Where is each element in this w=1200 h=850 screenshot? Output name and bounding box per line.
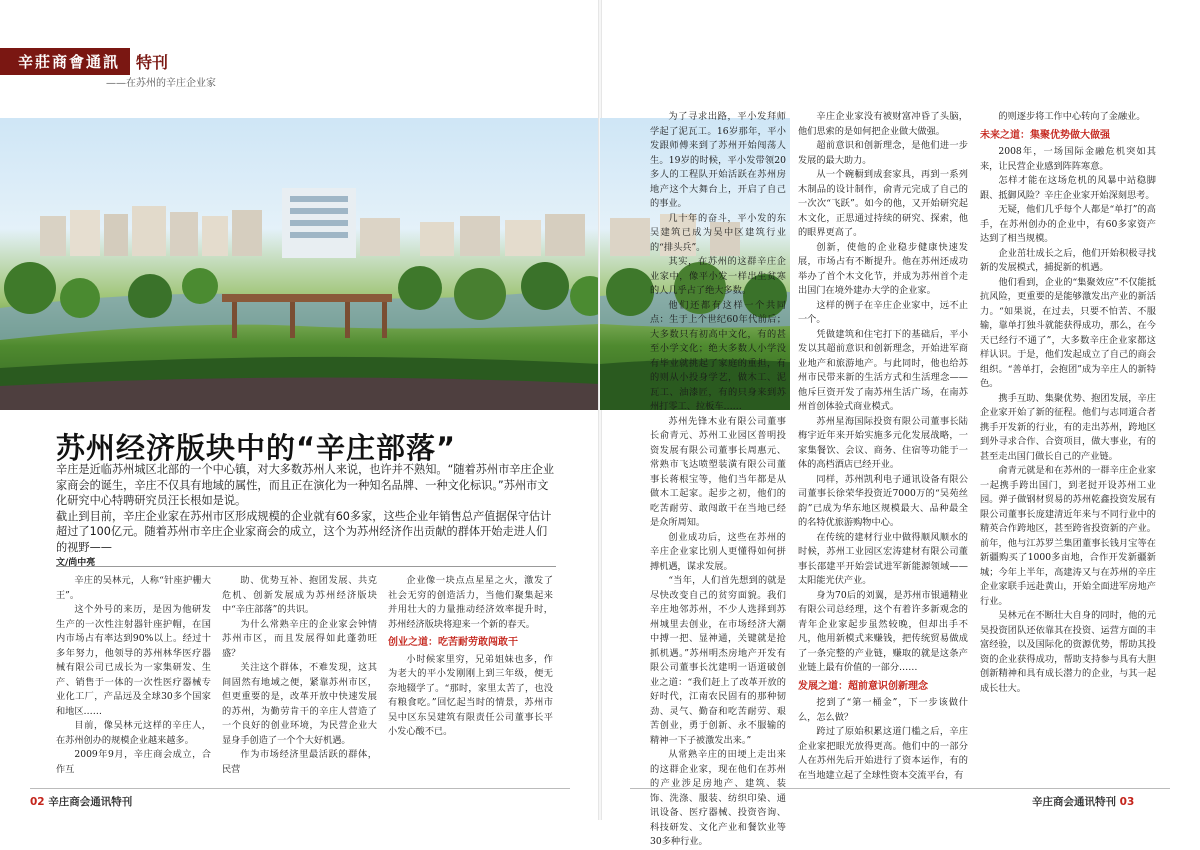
body-paragraph: 辛庄企业家没有被财富冲昏了头脑，他们思索的是如何把企业做大做强。 (798, 111, 968, 137)
lede-divider (56, 566, 556, 567)
article-lede (56, 462, 556, 572)
body-paragraph: 他们看到，企业的“集聚效应”不仅能抵抗风险，更重要的是能够激发出产业的新活力。“如果说，在过去，只要不怕苦、不服输，靠单打独斗就能获得成功，那么，在今天已经行不通了”，大多数辛庄企业家都这样认识。于是，他们发起成立了自己的商会组织。“善单打，会抱团”成为辛庄人的新特色。 (980, 276, 1156, 389)
body-paragraph: 企业茁壮成长之后，他们开始积极寻找新的发展模式，捕捉新的机遇。 (980, 247, 1156, 273)
page-number-right: 03 (1119, 796, 1135, 808)
right-footer (1032, 794, 1134, 809)
body-paragraph: 为了寻求出路，平小发拜师学起了泥瓦工。16岁那年，平小发跟师傅来到了苏州开始闯荡人生。19岁的时候，平小发带领20多人的工程队开始活跃在苏州房地产这个大舞台上，开启了自己的事业。 (650, 111, 786, 209)
body-paragraph: 创新，使他的企业稳步健康快速发展，市场占有不断提升。他在苏州还成功举办了首个木文化节，并成为苏州首个走出国门在境外建办大学的企业家。 (798, 241, 968, 296)
left-page (0, 0, 600, 820)
body-paragraph: 凭做建筑和住宅打下的基础后，平小发以其超前意识和创新理念，开始进军商业地产和旅游地产。与此同时，他也给苏州市民带来新的生活方式和生活理念——他斥巨资开发了南苏州生活广场，在南苏州首创体验式商业模式。 (798, 328, 968, 412)
body-paragraph: “当年，人们首先想到的就是尽快改变自己的贫穷面貌。我们辛庄地邻苏州，不少人选择到苏州城里去创业，在市场经济大潮中搏一把、显神通，关键就是抢抓机遇。”苏州明杰房地产开发有限公司董事长沈建明一语道破创业之道：“我们赶上了改革开放的好时代，江南农民固有的那种韧劲、灵气、勤奋和吃苦耐劳、艰苦创业，勇于创新、永不服输的精神一下子被激发出来。” (650, 575, 786, 746)
right-column-3 (980, 110, 1156, 780)
left-column-1 (56, 574, 211, 784)
body-paragraph: 吴林元在不断壮大自身的同时，他的元昊投资团队还依靠其在投资、运营方面的丰富经验，以及国际化的资源优势，帮助其投资的企业获得成功，帮助支持参与具有大胆创新精神和具有成长潜力的企业，与其一起成长壮大。 (980, 610, 1156, 694)
body-paragraph: 2008年，一场国际金融危机突如其来，让民营企业感到阵阵寒意。 (980, 146, 1156, 172)
body-paragraph: 从常熟辛庄的田埂上走出来的这群企业家，现在他们在苏州的产业涉足房地产、建筑、装饰、洗涤、服装、纺织印染、通讯设备、医疗器械、投资咨询、科技研发、文化产业和餐饮业等30多种行业。 (650, 749, 786, 847)
body-paragraph: 这样的例子在辛庄企业家中，远不止一个。 (798, 299, 968, 325)
park-photo (0, 118, 600, 410)
body-paragraph: 从一个碗橱到成套家具，再到一系列木制品的设计制作，俞青元完成了自己的一次次“飞跃”。如今的他，又开始研究起木文化，正思通过持续的研究、探索，他的眼界更高了。 (798, 169, 968, 238)
body-paragraph: 几十年的奋斗，平小发的东吴建筑已成为吴中区建筑行业的“排头兵”。 (650, 212, 786, 253)
body-paragraph: 目前，像吴林元这样的辛庄人，在苏州创办的规模企业越来越多。 (56, 720, 211, 746)
right-column-2 (798, 110, 968, 780)
body-paragraph: 关注这个群体，不难发现，这其间固然有地域之便，紧靠苏州市区，但更重要的是，改革开放中快速发展的苏州，为勤劳肯干的辛庄人营造了一个良好的创业环境，为民营企业大显身手创造了一个个大好机遇。 (222, 662, 377, 746)
byline: 文/尚中亮 (56, 558, 96, 568)
body-paragraph: 苏州先锋木业有限公司董事长俞青元、苏州工业园区普明投资发展有限公司董事长周惠元、常熟市飞达喷塑装潢有限公司董事长蒋根宝等，他们当年都是从做木工起家。起步之初，他们的吃苦耐劳、敢闯敢干在当地已经是众所周知。 (650, 415, 786, 528)
body-paragraph: 在传统的建材行业中做得顺风顺水的时候，苏州工业园区宏涛建材有限公司董事长邵建平开始尝试进军新能源领域——太阳能光伏产业。 (798, 531, 968, 586)
right-footer-rule (630, 788, 1170, 789)
masthead-special: 特刊 (136, 53, 169, 72)
section-heading-development: 发展之道：超前意识创新理念 (798, 680, 928, 692)
body-paragraph: 为什么常熟辛庄的企业家会钟情苏州市区，而且发展得如此蓬勃旺盛？ (222, 618, 377, 659)
lede-paragraph-2: 截止到目前，辛庄企业家在苏州市区形成规模的企业就有60多家，这些企业年销售总产值据保守估计超过了100亿元。随着苏州市辛庄企业家商会的成立，这个为苏州经济作出贡献的群体开始走进人们的视野—— (56, 509, 552, 554)
body-paragraph: 的则逐步将工作中心转向了金融业。 (998, 111, 1146, 122)
masthead-title: 辛莊商會通訊 (0, 48, 130, 75)
left-column-2 (222, 574, 377, 784)
lede-paragraph-1: 辛庄是近临苏州城区北部的一个中心镇，对大多数苏州人来说，也许并不熟知。“随着苏州市辛庄企业家商会的诞生，辛庄不仅具有地域的属性，而且正在演化为一种知名品牌、一种文化标识。”苏州市文化研究中心特聘研究员汪长根如是说。 (56, 463, 555, 507)
body-paragraph: 俞青元就是和在苏州的一群辛庄企业家一起携手跨出国门，到老挝开设苏州工业园。弹子做钢材贸易的苏州乾鑫投资发展有限公司董事长庞建清近年来与不同行业中的精英合作跨地区，甚至跨省投资新的产业。前年，他与江苏罗兰集团董事长钱月宝等在新疆购买了1000多亩地，合作开发新疆新城；今年上半年，高建涛又与在苏州的辛庄企业家联手远赴黄山，开始全面进军房地产行业。 (980, 465, 1156, 607)
body-paragraph: 其实，在苏州的这群辛庄企业家中，像平小发一样出生贫寒的人几乎占了绝大多数。 (650, 256, 786, 296)
masthead (0, 48, 168, 75)
park-photo-illustration (0, 118, 600, 410)
body-paragraph: 同样，苏州凯利电子通讯设备有限公司董事长徐荣华投资近7000万的“吴苑丝韵”已成为华东地区规模最大、品种最全的名特优旅游购物中心。 (798, 473, 968, 528)
body-paragraph: 无疑，他们几乎每个人都是“单打”的高手，在苏州创办的企业中，有60多家资产达到了相当规模。 (980, 204, 1156, 244)
body-paragraph: 2009年9月，辛庄商会成立，合作互 (56, 749, 211, 775)
body-paragraph: 怎样才能在这场危机的风暴中站稳脚跟、抵御风险？辛庄企业家开始深刻思考。 (980, 175, 1156, 201)
page-number-left: 02 (30, 796, 45, 808)
footer-title-left: 辛庄商会通讯特刊 (48, 796, 133, 808)
section-heading-startup: 创业之道：吃苦耐劳敢闯敢干 (388, 637, 518, 648)
footer-title-right: 辛庄商会通讯特刊 (1032, 796, 1116, 808)
body-paragraph: 这个外号的来历，是因为他研发生产的一次性注射器针座护帽，在国内市场占有率达到90%以上。经过十多年努力，他领导的苏州林华医疗器械有限公司已成长为一家集研发、生产、销售于一体的一次性医疗器械专业化工厂，产品远及全球30多个国家和地区…… (56, 604, 211, 717)
left-footer-rule (30, 788, 570, 789)
body-paragraph: 挖到了“第一桶金”，下一步该做什么，怎么做？ (798, 697, 968, 723)
body-paragraph: 企业像一块点点星星之火，激发了社会无穷的创造活力，当他们聚集起来并用壮大的力量推动经济效率提升时，苏州经济版块将迎来一个新的春天。 (388, 575, 553, 630)
masthead-subtitle: ——在苏州的辛庄企业家 (106, 78, 216, 89)
body-paragraph: 小时候家里穷，兄弟姐妹也多，作为老大的平小发刚刚上到三年级，便无奈地辍学了。“那时，家里太苦了，也没有粮食吃。”回忆起当时的情景，苏州市吴中区东吴建筑有限责任公司董事长平小发心酸不已。 (388, 653, 553, 737)
article-headline: 苏州经济版块中的“辛庄部落” (56, 431, 457, 465)
left-footer (30, 794, 132, 809)
body-paragraph: 苏州星海国际投资有限公司董事长陆梅宇近年来开始实施多元化发展战略，一家集餐饮、会议、商务、住宿等功能于一体的高档酒店已经开业。 (798, 415, 968, 470)
body-paragraph: 跨过了原始积累这道门槛之后，辛庄企业家把眼光放得更高。他们中的一部分人在苏州先后开始进行了资本运作，有的在当地建立起了全球性资本交流平台，有 (798, 726, 968, 781)
body-paragraph: 携手互助、集聚优势、抱团发展，辛庄企业家开始了新的征程。他们与志同道合者携手开发新的行业，有的走出苏州，跨地区到外寻求合作、合资项目，做大事业，有的甚至走出国门做长自己的产业链。 (980, 392, 1156, 462)
left-column-3 (388, 574, 553, 784)
body-paragraph: 辛庄的吴林元，人称“针座护栅大王”。 (56, 575, 211, 601)
body-paragraph: 助、优势互补、抱团发展、共克危机、创新发展成为苏州经济版块中“辛庄部落”的共识。 (222, 575, 377, 615)
right-page (600, 0, 1200, 847)
body-paragraph: 创业成功后，这些在苏州的辛庄企业家比别人更懂得如何拼搏机遇，谋求发展。 (650, 531, 786, 572)
body-paragraph: 超前意识和创新理念，是他们进一步发展的最大助力。 (798, 140, 968, 166)
body-paragraph: 身为70后的刘翼，是苏州市银通精业有限公司总经理，这个有着许多新观念的青年企业家起步虽然较晚，但却出手不凡，他用新模式来赚钱，把传统贸易做成了一条完整的产业链，赚取的就是这条产业链上最有价值的一部分…… (798, 589, 968, 673)
body-paragraph: 作为市场经济里最活跃的群体，民营 (222, 749, 377, 775)
section-heading-future: 未来之道：集聚优势做大做强 (980, 129, 1110, 141)
body-paragraph: 他们还都有这样一个共同点：生于上个世纪60年代前后；大多数只有初高中文化，有的甚至小学文化；绝大多数人小学没有毕业就挑起了家庭的重担，有的则从小投身学艺，做木工、泥瓦工、油漆匠，有的只身来到苏州打零工、拉板车…… (650, 299, 786, 412)
right-column-1 (650, 110, 786, 847)
